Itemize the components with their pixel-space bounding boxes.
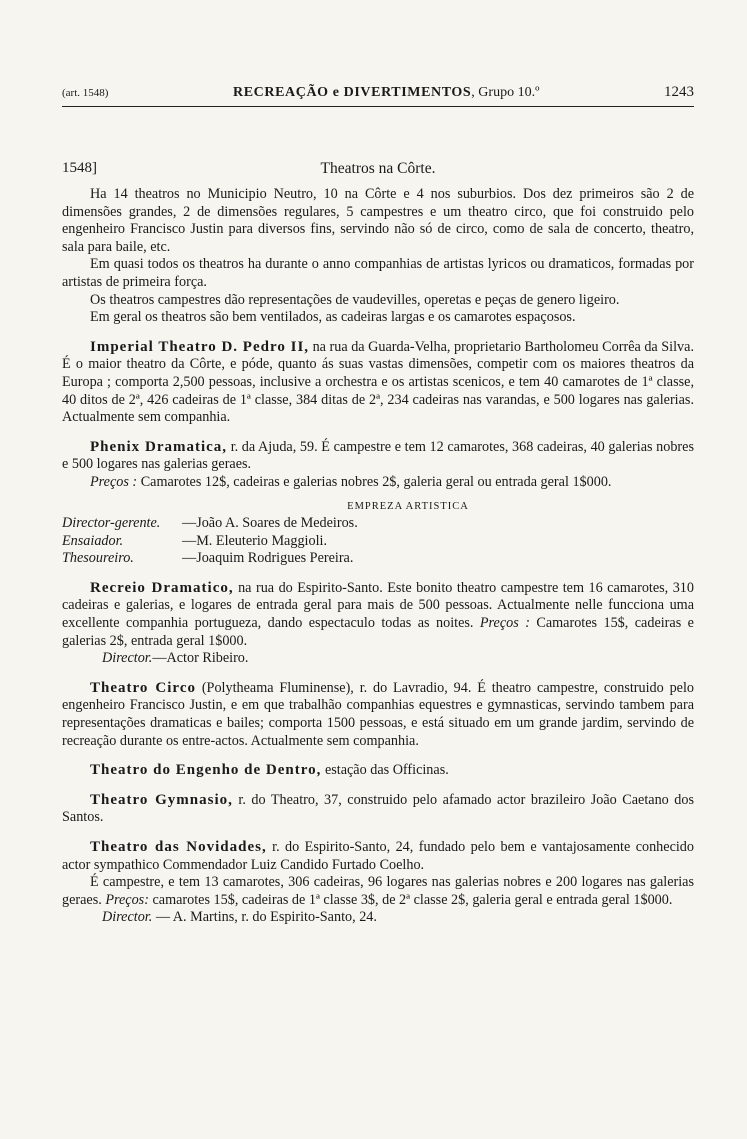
empresa-heading: EMPREZA ARTISTICA xyxy=(347,500,469,512)
entry-prices xyxy=(62,474,694,492)
section-title xyxy=(233,84,539,102)
entry-name: Recreio Dramatico, xyxy=(90,579,234,596)
running-header xyxy=(62,84,694,107)
staff-role: Thesoureiro. xyxy=(62,550,134,567)
director-label: Director. xyxy=(102,650,153,667)
section-title-group: , Grupo 10.º xyxy=(471,85,540,100)
entry-text: estação das Officinas. xyxy=(321,762,449,779)
director-label: Director. xyxy=(102,909,153,926)
entry-name: Theatro das Novidades, xyxy=(90,839,267,855)
entry-details xyxy=(62,874,694,909)
article-body xyxy=(62,156,694,927)
article-heading xyxy=(62,156,694,182)
entry-text: r. do Espirito-Santo, 24, fundado pelo bem e vantajosamente conhecido actor sympathico Commendador Luiz Candido Furtado Coelho. xyxy=(62,839,694,873)
entry-text: r. da Ajuda, 59. É campestre e tem 12 camarotes, 368 cadeiras, 40 galerias nobres e 500 logares nas galerias geraes. xyxy=(62,438,694,473)
entry-text: r. do Theatro, 37, construido pelo afamado actor brazileiro João Caetano dos Santos. xyxy=(62,791,694,826)
prices-text: Camarotes 12$, cadeiras e galerias nobres 2$, galeria geral ou entrada geral 1$000. xyxy=(137,473,612,490)
article-number: 1548] xyxy=(62,160,97,176)
entry-theatro-novidades xyxy=(62,839,694,874)
entry-recreio-dramatico xyxy=(62,580,694,650)
entry-name: Theatro do Engenho de Dentro, xyxy=(90,762,322,779)
director-name: — A. Martins, r. do Espirito-Santo, 24. xyxy=(152,909,377,926)
article-reference: (art. 1548) xyxy=(62,87,109,99)
entry-theatro-circo xyxy=(62,680,694,750)
staff-name: —Joaquim Rodrigues Pereira. xyxy=(182,550,354,567)
prices-text: camarotes 15$, cadeiras de 1ª classe 3$, de 2ª classe 2$, galeria geral e entrada geral 1$000. xyxy=(148,891,673,908)
director-line xyxy=(62,909,694,927)
director-name: —Actor Ribeiro. xyxy=(152,650,249,667)
staff-name: —João A. Soares de Medeiros. xyxy=(182,515,358,532)
prices-text: Camarotes 15$, cadeiras e galerias 2$, entrada geral 1$000. xyxy=(62,615,694,649)
prices-label: Preços : xyxy=(90,473,138,490)
entry-name: Phenix Dramatica, xyxy=(90,438,228,455)
entry-name: Imperial Theatro D. Pedro II, xyxy=(90,338,310,355)
entry-text: (Polytheama Fluminense), r. do Lavradio, 94. É theatro campestre, construido pelo engenheiro Francisco Justin, e em que trabalhão companhias equestres e gymnasticas, servindo tambem para representações dramaticas e bailes; comporta 1500 pessoas, e está situado em um grande jardim, servindo de recreação durante os entre-actos. Actualmente sem companhia. xyxy=(62,679,695,749)
page-number: 1243 xyxy=(664,84,694,100)
entry-name: Theatro Circo xyxy=(90,679,196,696)
entry-name: Theatro Gymnasio, xyxy=(90,791,233,808)
intro-paragraph: Os theatros campestres dão representações de vaudevilles, operetas e peças de genero ligeiro. xyxy=(90,291,620,308)
intro-paragraph: Em geral os theatros são bem ventilados, as cadeiras largas e os camarotes espaçosos. xyxy=(90,309,576,326)
prices-label: Preços: xyxy=(105,891,149,908)
entry-imperial-theatro xyxy=(62,339,694,427)
staff-list xyxy=(62,515,694,568)
entry-engenho-de-dentro xyxy=(62,762,694,780)
staff-role: Director-gerente. xyxy=(62,515,161,532)
section-title-caps: RECREAÇÃO e DIVERTIMENTOS xyxy=(233,85,472,100)
entry-text: na rua da Guarda-Velha, proprietario Bartholomeu Corrêa da Silva. É o maior theatro da Côrte, e póde, quanto ás suas vastas dimensões, competir com os maiores theatros da Europa ; comporta 2,500 pessoas, inclusive a orchestra e os artistas scenicos, e tem 40 camarotes de 1ª classe, 40 ditos de 2ª, 426 cadeiras de 1ª classe, 384 ditas de 2ª, 234 cadeiras nas varandas, e 500 logares nas galerias. Actualmente sem companhia. xyxy=(62,338,694,426)
article-title: Theatros na Côrte. xyxy=(320,160,436,177)
intro-paragraph: Ha 14 theatros no Municipio Neutro, 10 na Côrte e 4 nos suburbios. Dos dez primeiros são 2 de dimensões grandes, 2 de dimensões regulares, 5 campestres e um theatro circo, que foi construido pelo engenheiro Francisco Justin para diversos fins, servindo não só de circo, como de sala de concerto, theatro, sala para baile, etc. xyxy=(62,186,694,255)
director-line xyxy=(62,650,694,668)
entry-phenix-dramatica xyxy=(62,439,694,474)
entry-text: É campestre, e tem 13 camarotes, 306 cadeiras, 96 logares nas galerias nobres e 200 logares nas galerias geraes. xyxy=(62,874,694,908)
entry-theatro-gymnasio xyxy=(62,792,694,827)
staff-role: Ensaiador. xyxy=(62,532,124,549)
intro-paragraph: Em quasi todos os theatros ha durante o anno companhias de artistas lyricos ou dramaticos, formadas por artistas de primeira força. xyxy=(62,256,694,290)
entry-text: na rua do Espirito-Santo. Este bonito theatro campestre tem 16 camarotes, 310 cadeiras e galerias, e logares de entrada geral para mais de 500 pessoas. Actualmente nelle funcciona uma excellente companhia portugueza, dando espectaculo todas as noites. xyxy=(62,579,694,632)
staff-name: —M. Eleuterio Maggioli. xyxy=(182,532,328,549)
prices-label: Preços : xyxy=(479,615,530,632)
